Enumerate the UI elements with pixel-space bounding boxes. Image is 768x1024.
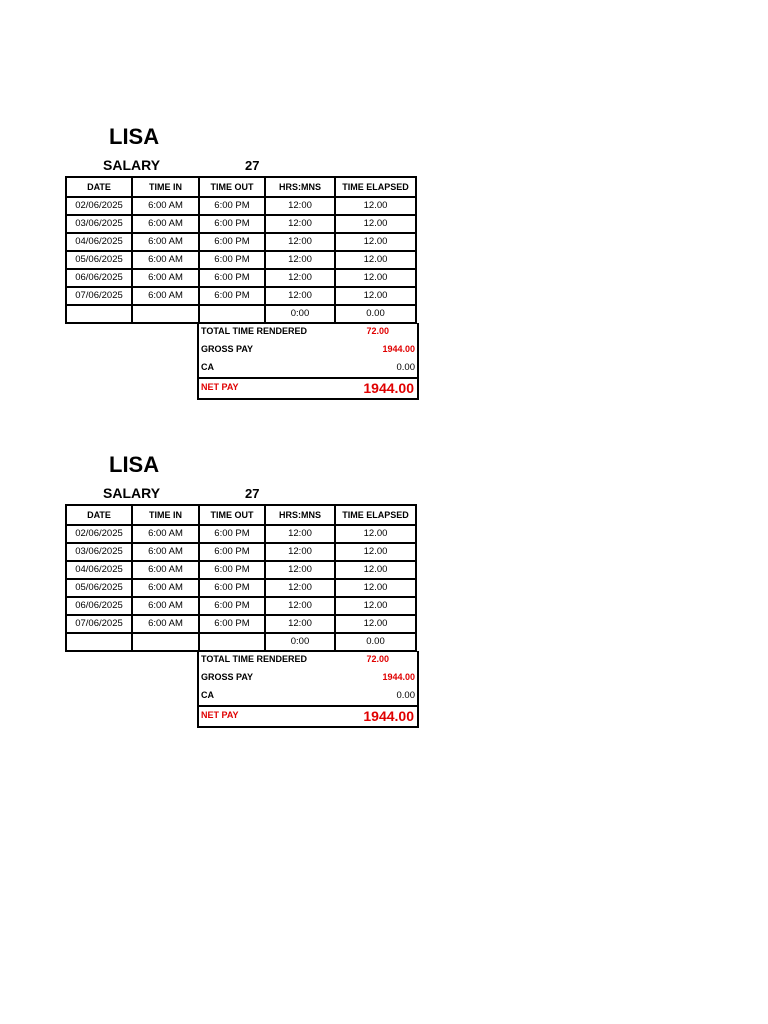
table-row <box>66 233 416 251</box>
timesheet-block-1 <box>0 0 768 396</box>
employee-name: LISA <box>109 452 160 477</box>
total-time-value: 72.00 <box>366 654 389 664</box>
ca-value: 0.00 <box>396 362 415 373</box>
ca-value: 0.00 <box>396 690 415 701</box>
net-pay-label: NET PAY <box>201 710 239 720</box>
cell-time-in: 6:00 AM <box>132 251 199 269</box>
table-header-row <box>66 177 416 197</box>
cell-date: 06/06/2025 <box>66 597 132 615</box>
cell-date: 02/06/2025 <box>66 525 132 543</box>
cell-time-out: 6:00 PM <box>199 251 265 269</box>
cell-date: 06/06/2025 <box>66 269 132 287</box>
net-pay-row <box>199 705 417 728</box>
cell-hrs-mns: 12:00 <box>265 543 335 561</box>
cell-date: 04/06/2025 <box>66 561 132 579</box>
cell-time-elapsed: 12.00 <box>335 561 416 579</box>
cell-date: 03/06/2025 <box>66 215 132 233</box>
cell-time-elapsed: 12.00 <box>335 615 416 633</box>
cell-hrs-mns: 12:00 <box>265 251 335 269</box>
net-pay-value: 1944.00 <box>363 708 414 724</box>
pay-summary <box>197 651 419 728</box>
cell-date: 02/06/2025 <box>66 197 132 215</box>
header-hrs-mns: HRS:MNS <box>265 177 335 197</box>
total-time-value: 72.00 <box>366 326 389 336</box>
salary-label: SALARY <box>103 157 161 173</box>
cell-hrs-mns: 12:00 <box>265 197 335 215</box>
ca-label: CA <box>201 690 214 700</box>
cell-hrs-mns: 12:00 <box>265 561 335 579</box>
cell-time-in: 6:00 AM <box>132 215 199 233</box>
gross-pay-value: 1944.00 <box>382 344 415 354</box>
cell-time-in: 6:00 AM <box>132 233 199 251</box>
cell-hrs-mns: 12:00 <box>265 233 335 251</box>
cell-hrs-mns: 0:00 <box>265 633 335 651</box>
total-time-row <box>199 651 417 669</box>
table-row <box>66 543 416 561</box>
salary-value: 27 <box>245 486 260 501</box>
cell-time-out: 6:00 PM <box>199 233 265 251</box>
cell-time-out: 6:00 PM <box>199 615 265 633</box>
timesheet-table <box>65 176 417 324</box>
gross-pay-row <box>199 669 417 687</box>
cell-date <box>66 305 132 323</box>
header-time-out: TIME OUT <box>199 177 265 197</box>
cell-hrs-mns: 12:00 <box>265 579 335 597</box>
cell-time-in: 6:00 AM <box>132 579 199 597</box>
cell-time-elapsed: 12.00 <box>335 233 416 251</box>
cell-date <box>66 633 132 651</box>
gross-pay-label: GROSS PAY <box>201 344 254 354</box>
employee-name: LISA <box>109 124 160 149</box>
cell-date: 07/06/2025 <box>66 615 132 633</box>
cell-date: 03/06/2025 <box>66 543 132 561</box>
table-row-blank <box>66 305 416 323</box>
timesheet-table <box>65 504 417 652</box>
cell-hrs-mns: 12:00 <box>265 215 335 233</box>
cell-date: 04/06/2025 <box>66 233 132 251</box>
table-row <box>66 597 416 615</box>
cell-time-in: 6:00 AM <box>132 287 199 305</box>
header-time-out: TIME OUT <box>199 505 265 525</box>
cell-hrs-mns: 12:00 <box>265 269 335 287</box>
cell-time-out: 6:00 PM <box>199 561 265 579</box>
cell-time-out: 6:00 PM <box>199 215 265 233</box>
cell-time-elapsed: 0.00 <box>335 305 416 323</box>
table-row <box>66 579 416 597</box>
ca-label: CA <box>201 362 214 372</box>
cell-time-elapsed: 12.00 <box>335 251 416 269</box>
total-time-label: TOTAL TIME RENDERED <box>201 654 308 664</box>
header-date: DATE <box>66 505 132 525</box>
cell-time-out <box>199 633 265 651</box>
cell-time-in: 6:00 AM <box>132 597 199 615</box>
cell-time-elapsed: 12.00 <box>335 579 416 597</box>
table-row <box>66 615 416 633</box>
net-pay-value: 1944.00 <box>363 380 414 396</box>
cell-time-out: 6:00 PM <box>199 197 265 215</box>
cell-hrs-mns: 12:00 <box>265 287 335 305</box>
cell-time-in: 6:00 AM <box>132 269 199 287</box>
header-hrs-mns: HRS:MNS <box>265 505 335 525</box>
cell-time-in: 6:00 AM <box>132 197 199 215</box>
cell-time-elapsed: 12.00 <box>335 525 416 543</box>
cell-time-elapsed: 12.00 <box>335 269 416 287</box>
cell-time-elapsed: 12.00 <box>335 543 416 561</box>
table-row-blank <box>66 633 416 651</box>
gross-pay-value: 1944.00 <box>382 672 415 682</box>
timesheet-block-2 <box>0 328 768 724</box>
cell-hrs-mns: 12:00 <box>265 615 335 633</box>
cell-time-in: 6:00 AM <box>132 615 199 633</box>
header-time-in: TIME IN <box>132 177 199 197</box>
table-row <box>66 287 416 305</box>
header-time-elapsed: TIME ELAPSED <box>335 505 416 525</box>
table-header-row <box>66 505 416 525</box>
cell-hrs-mns: 0:00 <box>265 305 335 323</box>
cell-time-in <box>132 633 199 651</box>
salary-value: 27 <box>245 158 260 173</box>
cell-time-out: 6:00 PM <box>199 543 265 561</box>
cell-time-out: 6:00 PM <box>199 579 265 597</box>
cell-time-in <box>132 305 199 323</box>
table-row <box>66 251 416 269</box>
cell-time-elapsed: 12.00 <box>335 215 416 233</box>
table-row <box>66 197 416 215</box>
cell-time-elapsed: 0.00 <box>335 633 416 651</box>
cell-time-out <box>199 305 265 323</box>
cell-time-elapsed: 12.00 <box>335 597 416 615</box>
table-row <box>66 561 416 579</box>
table-row <box>66 269 416 287</box>
cell-time-out: 6:00 PM <box>199 597 265 615</box>
salary-label: SALARY <box>103 485 161 501</box>
cell-time-in: 6:00 AM <box>132 543 199 561</box>
cell-time-elapsed: 12.00 <box>335 287 416 305</box>
cell-time-out: 6:00 PM <box>199 269 265 287</box>
total-time-label: TOTAL TIME RENDERED <box>201 326 308 336</box>
table-row <box>66 525 416 543</box>
ca-row <box>199 687 417 705</box>
net-pay-label: NET PAY <box>201 382 239 392</box>
cell-date: 07/06/2025 <box>66 287 132 305</box>
cell-time-in: 6:00 AM <box>132 561 199 579</box>
cell-hrs-mns: 12:00 <box>265 525 335 543</box>
cell-date: 05/06/2025 <box>66 579 132 597</box>
cell-time-elapsed: 12.00 <box>335 197 416 215</box>
header-time-elapsed: TIME ELAPSED <box>335 177 416 197</box>
cell-time-in: 6:00 AM <box>132 525 199 543</box>
header-date: DATE <box>66 177 132 197</box>
cell-time-out: 6:00 PM <box>199 287 265 305</box>
table-row <box>66 215 416 233</box>
gross-pay-label: GROSS PAY <box>201 672 254 682</box>
cell-time-out: 6:00 PM <box>199 525 265 543</box>
cell-hrs-mns: 12:00 <box>265 597 335 615</box>
header-time-in: TIME IN <box>132 505 199 525</box>
cell-date: 05/06/2025 <box>66 251 132 269</box>
